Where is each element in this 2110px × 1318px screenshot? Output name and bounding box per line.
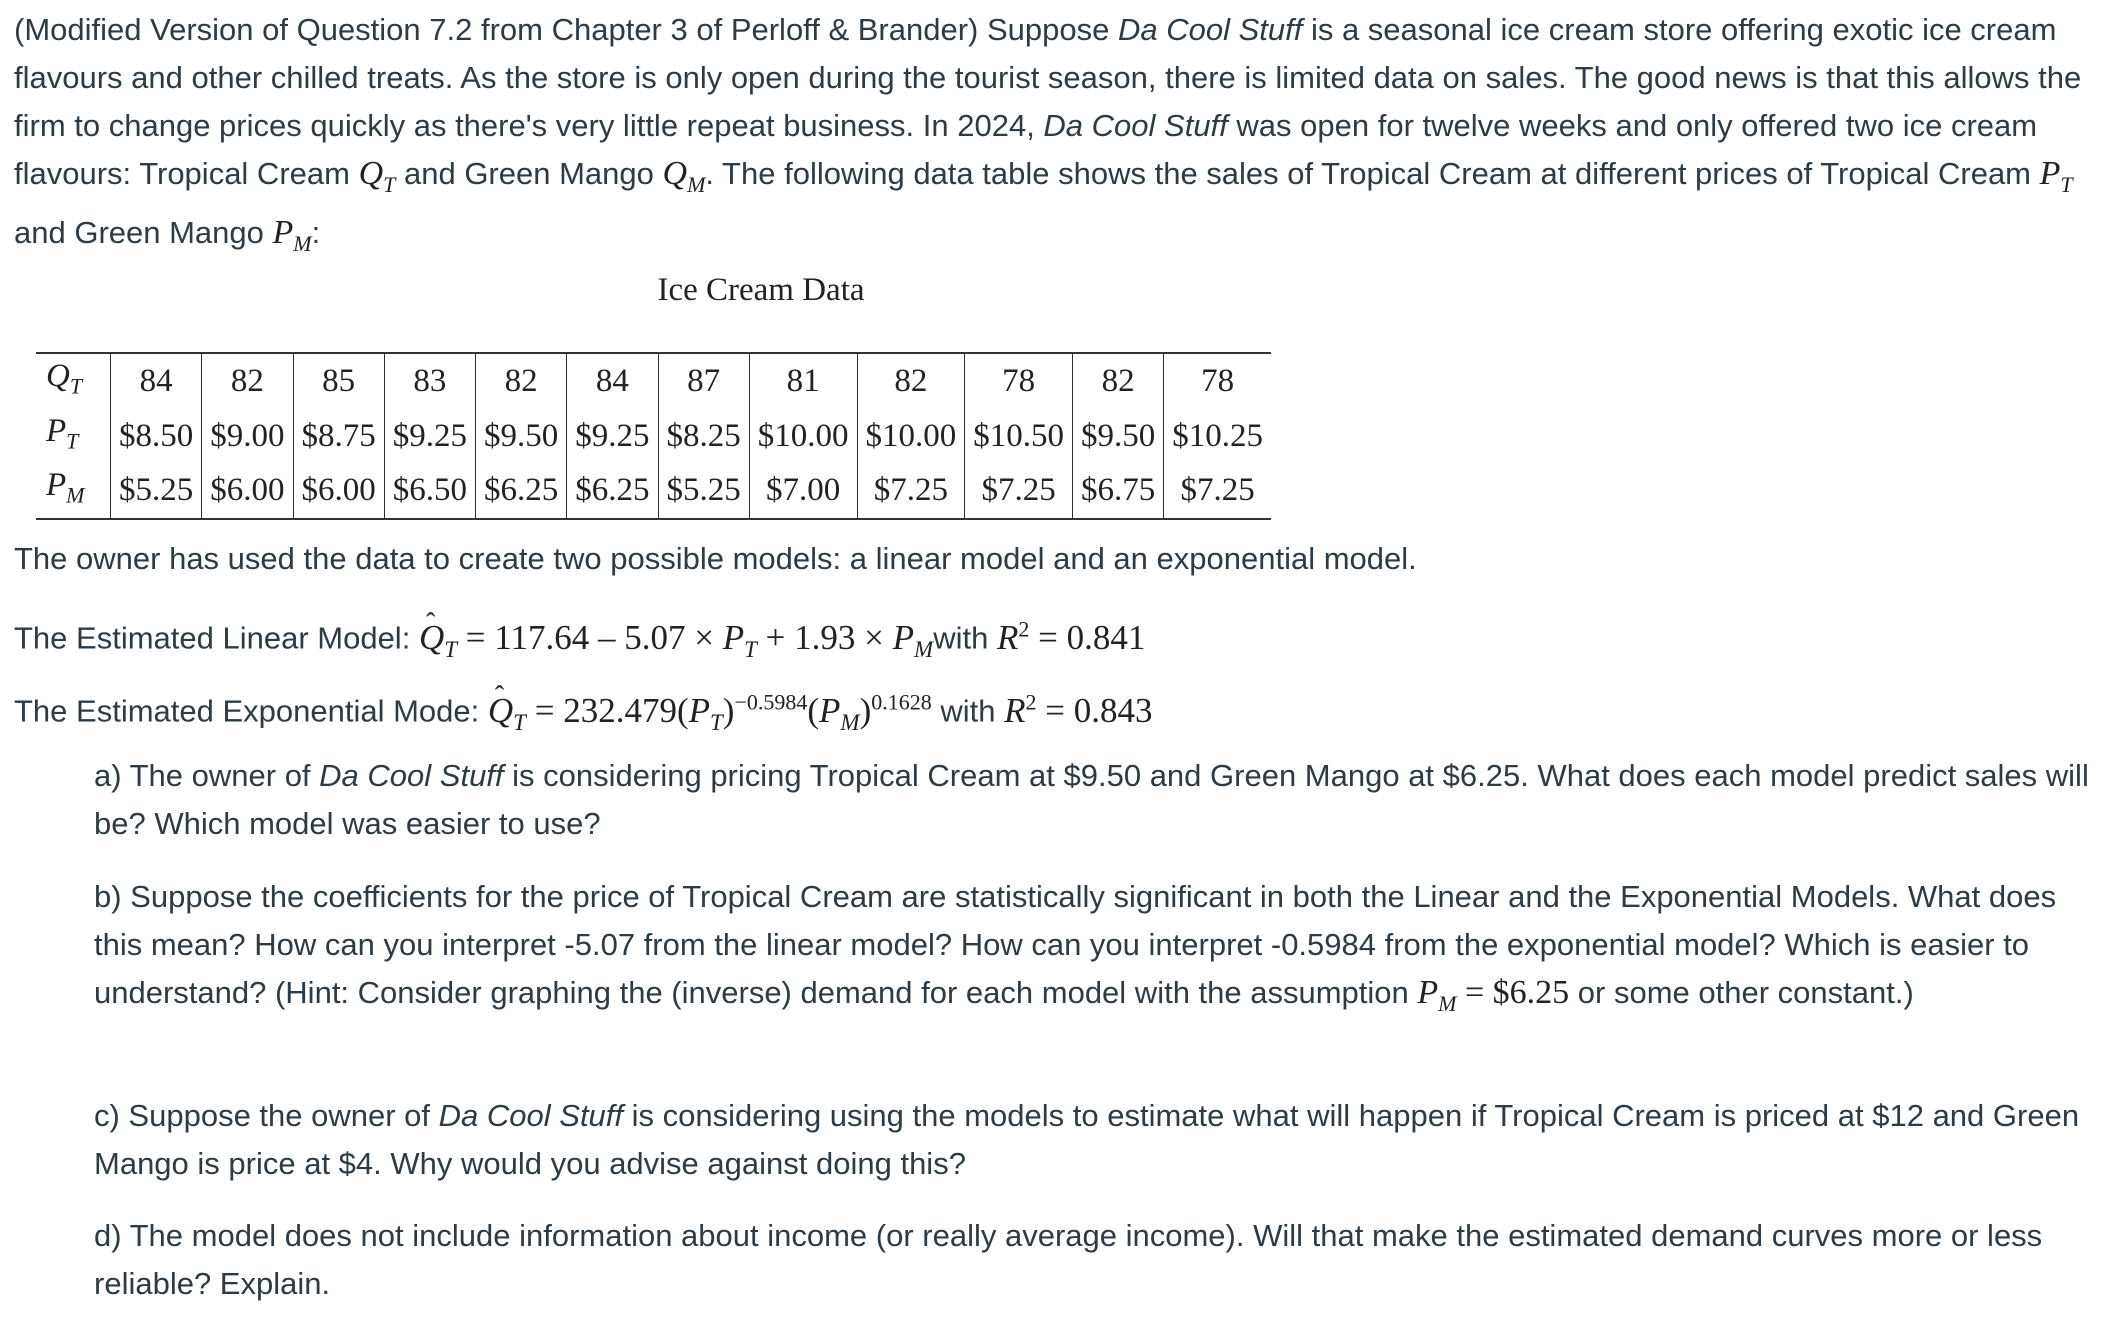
table-row (36, 463, 1271, 519)
ice-cream-data-table (36, 352, 1271, 520)
pm-value: = $6.25 (1456, 974, 1570, 1011)
table-cell: $5.25 (111, 463, 202, 519)
question-c: c) Suppose the owner of Da Cool Stuff is considering using the models to estimate what will happen if Tropical Cream is priced at $12 and Green Mango is price at $4. Why would you advise against doing this? (94, 1098, 2080, 1181)
q-m-symbol: $Q_M$ (662, 155, 706, 197)
table-cell: $8.75 (293, 409, 384, 464)
table-cell: $9.25 (384, 409, 475, 464)
intro-text-6: and Green Mango (14, 214, 273, 250)
linear-model-label: The Estimated Linear Model: (14, 620, 419, 656)
p-m-symbol: $P_M$ (272, 213, 312, 256)
exp-r-squared: $R^2 = 0.843$ (1004, 689, 1153, 730)
table-cell: 82 (857, 353, 965, 409)
owner-text: The owner has used the data to create two possible models: a linear model and an exponential model. (14, 541, 1417, 576)
p-m-symbol: $P_M$ (1417, 974, 1457, 1016)
table-cell: $10.50 (965, 409, 1073, 464)
table-cell: 78 (965, 353, 1073, 409)
table-cell: $9.50 (476, 409, 567, 464)
row-label: $Q_T$ (36, 353, 111, 409)
exp-with: with (931, 693, 1005, 729)
table-cell: 84 (567, 353, 658, 409)
row-label: $P_M$ (36, 463, 111, 519)
intro-text-2: is a seasonal ice cream store offering exotic ice cream flavours and other chilled treats. As the store is only open during the tourist season, there is limited data on sales. The good news is that this allows the firm to change prices quickly as there's very little repeat business. In 2024, (14, 12, 2082, 143)
table-row (36, 409, 1271, 464)
intro-paragraph (14, 6, 2099, 268)
table-cell: $6.25 (476, 463, 567, 519)
table-cell: 84 (111, 353, 202, 409)
intro-text-7: : (311, 214, 321, 250)
row-label: $P_T$ (46, 412, 79, 454)
table-cell: 83 (384, 353, 475, 409)
p-t-symbol: $P_T$ (2039, 155, 2073, 197)
intro-text-3: was open for twelve weeks and only offered two ice cream flavours: Tropical Cream (14, 108, 2038, 191)
table-cell: 85 (293, 353, 384, 409)
table-cell: $9.25 (567, 409, 658, 464)
linear-with: with (933, 620, 997, 656)
linear-model (14, 605, 1145, 674)
table-cell: $7.25 (1164, 463, 1271, 519)
table-cell: $9.00 (202, 409, 293, 464)
table-cell: $5.25 (658, 463, 749, 519)
table-cell: $6.75 (1073, 463, 1164, 519)
table-cell: $8.25 (658, 409, 749, 464)
exponential-model (14, 678, 1153, 747)
question-b: b) Suppose the coefficients for the price of Tropical Cream are statistically significant in both the Linear and the Exponential Models. What does this mean? How can you interpret -5.07 from the linear model? How can you interpret -0.5984 from the exponential model? Which is easier to understand? (Hint: Consider graphing the (inverse) demand for each model with the assumption $P_M$ = $6.25 or some other constant.) (94, 879, 2057, 1016)
intro-text-1: (Modified Version of Question 7.2 from Chapter 3 of Perloff & Brander) Suppose (14, 12, 1118, 47)
table-cell: 82 (1073, 353, 1164, 409)
table-cell: 78 (1164, 353, 1271, 409)
table-cell: $7.00 (749, 463, 857, 519)
table-cell: $8.50 (111, 409, 202, 464)
store-name: Da Cool Stuff (1117, 12, 1303, 47)
exp-model-label: The Estimated Exponential Mode: (14, 693, 488, 729)
table-row (36, 353, 1271, 409)
table-cell: $7.25 (857, 463, 965, 519)
linear-r-squared: $R^2 = 0.841$ (996, 616, 1146, 657)
q-t-symbol: $Q_T$ (358, 155, 396, 197)
intro-text-5: . The following data table shows the sales of Tropical Cream at different prices of Tropical Cream (705, 156, 2040, 191)
table-cell: $6.00 (293, 463, 384, 519)
table-cell: 82 (202, 353, 293, 409)
linear-model-equation: ˆ $Q_T = 117.64 - 5.07 \times P_T + 1.93 \times P_M$ (419, 618, 933, 657)
table-cell: $7.25 (965, 463, 1073, 519)
question-a: a) The owner of Da Cool Stuff is considering pricing Tropical Cream at $9.50 and Green Mango at $6.25. What does each model predict sales will be? Which model was easier to use? (94, 758, 2089, 841)
table-cell: $6.00 (202, 463, 293, 519)
table-cell: $9.50 (1073, 409, 1164, 464)
exp-model-equation: ˆ $Q_T = 232.479(P_T)^{-0.5984}(P_M)^{0.1628}$ (488, 691, 932, 730)
table-cell: $6.25 (567, 463, 658, 519)
table-cell: 81 (749, 353, 857, 409)
question-d: d) The model does not include information about income (or really average income). Will that make the estimated demand curves more or less reliable? Explain. (94, 1218, 2043, 1301)
table-cell: $10.00 (857, 409, 965, 464)
table-cell: 82 (476, 353, 567, 409)
table-caption: Ice Cream Data (657, 272, 865, 308)
table-cell: 87 (658, 353, 749, 409)
table-cell: $10.00 (749, 409, 857, 464)
store-name: Da Cool Stuff (1043, 108, 1228, 143)
table-cell: $6.50 (384, 463, 475, 519)
intro-text-4: and Green Mango (395, 156, 663, 191)
table-cell: $10.25 (1164, 409, 1271, 464)
